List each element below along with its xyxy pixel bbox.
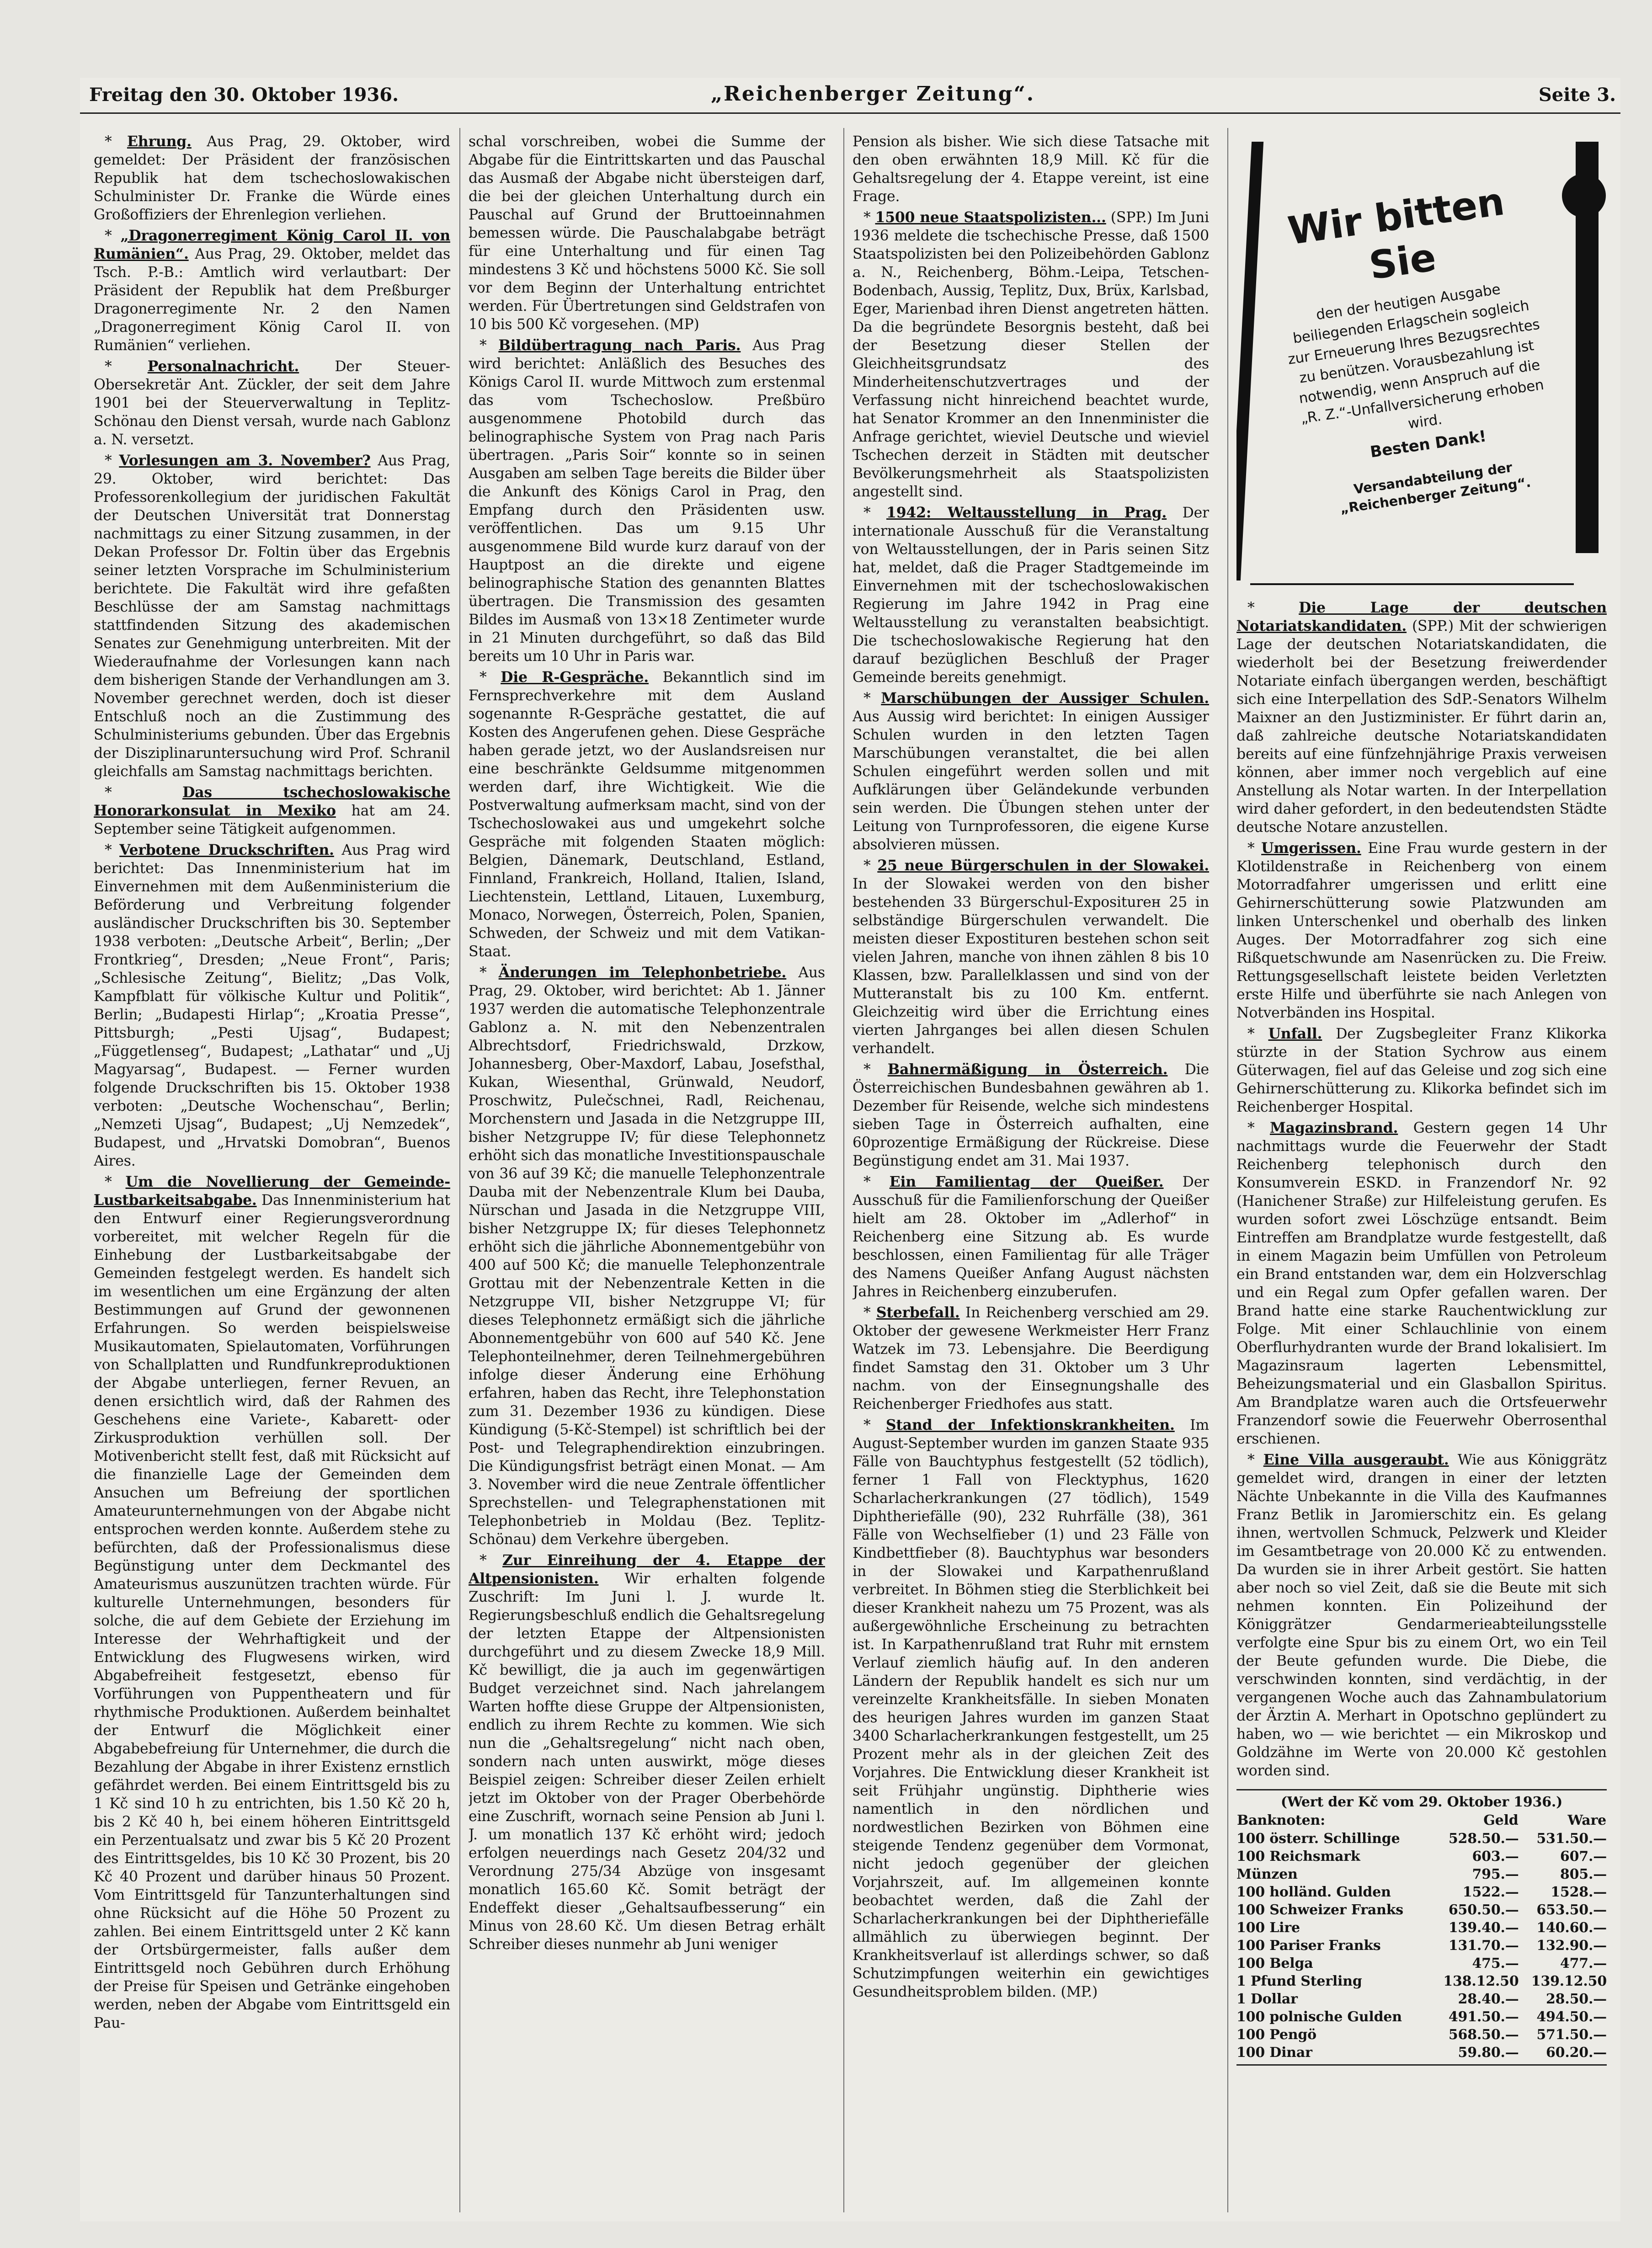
column-4-articles <box>1236 599 1607 1780</box>
article: * Bildübertragung nach Paris. Aus Prag wird berichtet: Anläßlich des Besuches des Königs Carol II. wurde Mittwoch zum erstenmal das vom Tschechoslow. Preßbüro ausgenommene Photobild durch das belinographische System von Prag nach Paris übertragen. „Paris Soir“ konnte so in seinen Ausgaben am selben Tage bereits die Bilder über die Ankunft des Königs Carol in Prag, den Empfang durch den Präsidenten usw. veröffentlichen. Das um 9.15 Uhr ausgenommene Bild wurde kurz darauf von der Hauptpost an die direkte und eigene belinographische Station des genannten Blattes übertragen. Die Transmission des gesamten Bildes im Ausmaß von 13×18 Zentimeter wurde in 21 Minuten durchgeführt, so daß das Bild bereits um 10 Uhr in Paris war. <box>469 337 825 665</box>
rate-sell: 531.50.— <box>1536 1831 1607 1847</box>
article-headline: Zur Einreihung der 4. Etappe der Altpensionisten. <box>469 1552 825 1587</box>
article-headline: 1500 neue Staatspolizisten... <box>875 209 1106 226</box>
rate-row <box>1236 1955 1607 1972</box>
ad-text-block <box>1266 176 1563 522</box>
page-header <box>80 78 1620 114</box>
rate-row <box>1236 1919 1607 1937</box>
rate-buy: 603.— <box>1472 1848 1519 1864</box>
rate-buy: 138.12.50 <box>1443 1973 1519 1989</box>
article-body: Aus Prag wird berichtet: Das Innenministerium hat im Einvernehmen mit dem Außenministerium die Beförderung und Verbreitung folgender ausländischer Druckschriften bis 30. September 1938 verboten: „Deutsche Arbeit“, Berlin; „Der Frontkrieg“, Dresden; „Neue Front“, Paris; „Schlesische Zeitung“, Bielitz; „Das Volk, Kampfblatt für völkische Kultur und Politik“, Berlin; „Budapesti Hirlap“; „Kroatia Presse“, Pittsburgh; „Pesti Ujsag“, Budapest; „Függetlenseg“, Budapest; „Lathatar“ und „Uj Magyarsag“, Budapest. — Ferner wurden folgende Druckschriften bis 15. Oktober 1938 verboten: „Deutsche Wochenschau“, Berlin; „Nemzeti Ujsag“, Budapest; „Uj Nemzedek“, Budapest, und „Hrvatski Domobran“, Buenos Aires. <box>94 842 450 1169</box>
article: * Bahnermäßigung in Österreich. Die Österreichischen Bundesbahnen gewähren ab 1. Dezember für Reisende, welche sich mindestens sieben Tage in Österreich aufhalten, eine 60prozentige Ermäßigung der Rückreise. Diese Begünstigung endet am 31. Mai 1937. <box>853 1061 1209 1169</box>
article: * 1500 neue Staatspolizisten... (SPP.) Im Juni 1936 meldete die tschechische Presse, daß 1500 Staatspolizisten bei den Polizeibehörden Gablonz a. N., Reichenberg, Böhm.-Leipa, Tetschen-Bodenbach, Aussig, Teplitz, Dux, Brüx, Karlsbad, Eger, Marienbad ihren Dienst angetreten hätten. Da die begründete Besorgnis besteht, daß bei der Besetzung dieser Stellen der Gleichheitsgrundsatz des Minderheitenschutzvertrages und der Verfassung nicht hinreichend beachtet wurde, hat Senator Krommer an den Innenminister die Anfrage gerichtet, wieviel Deutsche und wieviel Tschechen derzeit in Städten mit deutscher Bevölkerungsmehrheit als Staatspolizisten angestellt sind. <box>853 209 1209 500</box>
rate-currency: 100 Dinar <box>1236 2045 1312 2061</box>
article-body: Im August-September wurden im ganzen Staate 935 Fälle von Bauchtyphus festgestellt (52 tödlich), ferner 1 Fall von Flecktyphus, 1620 Scharlacherkrankungen (27 tödlich), 1549 Diphtheriefälle (90), 232 Ruhrfälle (38), 361 Fälle von Wechselfieber (1) und 23 Fälle von Kindbettfieber (8). Bauchtyphus war besonders in der Slowakei und Karpathenrußland verbreitet. In Böhmen stieg die Sterblichkeit bei dieser Krankheit nahezu um 75 Prozent, was als außergewöhnliche Erscheinung zu betrachten ist. In Karpathenrußland trat Ruhr mit ernstem Verlauf ziemlich häufig auf. In den anderen Ländern der Republik handelt es sich nur um vereinzelte Krankheitsfälle. In sieben Monaten des heurigen Jahres wurden im ganzen Staat 3400 Scharlacherkrankungen festgestellt, um 25 Prozent mehr als in der gleichen Zeit des Vorjahres. Die Entwicklung dieser Krankheit ist seit Frühjahr ungünstig. Diphtherie wies namentlich in den nördlichen und nordwestlichen Bezirken von Böhmen eine steigende Tendenz gegenüber dem Vormonat, nicht jedoch gegenüber der gleichen Vorjahrszeit, auf. Im allgemeinen konnte beobachtet werden, daß die Zahl der Scharlacherkrankungen bei der Diphtheriefälle allmählich zu überwiegen beginnt. Der Krankheitsverlauf ist allerdings schwer, so daß Schutzimpfungen weiterhin ein gewichtiges Gesundheitsproblem bilden. (MP.) <box>853 1417 1209 2000</box>
article: * Ein Familientag der Queißer. Der Ausschuß für die Familienforschung der Queißer hielt am 28. Oktober im „Adlerhof“ in Reichenberg eine Sitzung ab. Es wurde beschlossen, einen Familientag für alle Träger des Namens Queißer Anfang August nächsten Jahres in Reichenberg einzuberufen. <box>853 1173 1209 1300</box>
article <box>469 133 825 334</box>
newspaper-page <box>80 78 1620 2221</box>
article-body: Aus Prag, 29. Oktober, wird berichtet: Das Professorenkollegium der juridischen Fakultät der Deutschen Universität trat Donnerstag nachmittags zu einer Sitzung zusammen, in der Dekan Professor Dr. Foltin über das Ergebnis seiner letzten Vorsprache im Schulministerium berichtete. Die Fakultät wird ihre gefaßten Beschlüsse der am Samstag nachmittags stattfindenden Sitzung des akademischen Senates zur Genehmigung unterbreiten. Mit der Wiederaufnahme der Vorlesungen kann nach dem bisherigen Stande der Verhandlungen am 3. November gerechnet werden, doch ist dieser Entschluß noch an die Zustimmung des Schulministeriums gebunden. Über das Ergebnis der Disziplinaruntersuchung wird Prof. Schranil gleichfalls am Samstag nachmittags berichten. <box>94 453 450 780</box>
article-body: Der Ausschuß für die Familienforschung der Queißer hielt am 28. Oktober im „Adlerhof“ in Reichenberg eine Sitzung ab. Es wurde beschlossen, einen Familientag für alle Träger des Namens Queißer Anfang August nächsten Jahres in Reichenberg einzuberufen. <box>853 1174 1209 1300</box>
article-body: hat am 24. September seine Tätigkeit aufgenommen. <box>94 803 450 837</box>
header-date: Freitag den 30. Oktober 1936. <box>89 84 399 106</box>
article-body: (SPP.) Mit der schwierigen Lage der deutschen Notariatskandidaten, die wiederholt bei der Besetzung freiwerdender Notariate einfach übergangen werden, beschäftigt sich eine Interpellation des SdP.-Senators Wilhelm Maixner an den Justizminister. Er führt darin an, daß zahlreiche deutsche Notariatskandidaten bereits auf eine fünfzehnjährige Praxis verweisen können, aber immer noch vergeblich auf eine Anstellung als Notar warten. In der Interpellation wird daher gefordert, in den bedeutendsten Städte deutsche Notare anzustellen. <box>1236 618 1607 836</box>
article-headline: Bahnermäßigung in Österreich. <box>887 1061 1168 1078</box>
article-body: Aus Aussig wird berichtet: In einigen Aussiger Schulen wurden in den letzten Tagen Marschübungen veranstaltet, die bei allen Schulen eingeführt werden sollen und mit Aufklärungen über Geländekunde verbunden sein werden. Die Übungen stehen unter der Leitung von Turnprofessoren, die eigene Kurse absolvieren müssen. <box>853 708 1209 853</box>
rate-currency: 100 holländ. Gulden <box>1236 1884 1391 1900</box>
rate-row <box>1236 1883 1607 1901</box>
article-body: Das Innenministerium hat den Entwurf einer Regierungsverordnung vorbereitet, mit welcher Regeln für die Einhebung der Lustbarkeitsabgabe der Gemeinden festgelegt werden. Es handelt sich im wesentlichen um eine Ergänzung der alten Bestimmungen auf Grund der gewonnenen Erfahrungen. So werden beispielsweise Musikautomaten, Spielautomaten, Vorführungen von Schallplatten und Rundfunkreproduktionen der Abgabe unterliegen, ferner Revuen, an denen ersichtlich wird, daß der Rahmen des Geschehens eine Variete-, Kabarett- oder Zirkusproduktion verhüllen soll. Der Motivenbericht stellt fest, daß mit Rücksicht auf die finanzielle Lage der Gemeinden dem Ansuchen um Befreiung der sportlichen Amateurunternehmungen von der Abgabe nicht entsprochen werden konnte. Außerdem stehe zu befürchten, daß der Professionalismus diese Begünstigung unter dem Deckmantel des Amateurismus auszunützen trachten würde. Für kulturelle Unternehmungen, besonders für solche, die auf dem Gebiete der Erziehung im Interesse der Wehrhaftigkeit und der Entwicklung des Flugwesens wirken, wird Abgabefreiheit festgesetzt, ebenso für Vorführungen von Puppentheatern und für rhythmische Produktionen. Außerdem beinhaltet der Entwurf die Möglichkeit einer Abgabebefreiung für Unternehmer, die durch die Bezahlung der Abgabe in ihrer Existenz ernstlich gefährdet werden. Bei einem Eintrittsgeld bis zu 1 Kč sind 10 h zu entrichten, bis 1.50 Kč 20 h, bis 2 Kč 40 h, bei einem höheren Eintrittsgeld ein Perzentualsatz und zwar bis 5 Kč 20 Prozent des Eintrittsgeldes, bis 10 Kč 30 Prozent, bis 20 Kč 40 Prozent und darüber hinaus 50 Prozent. Vom Eintrittsgeld für Tanzunterhaltungen sind ohne Rücksicht auf die Höhe 50 Prozent zu zahlen. Bei einem Eintrittsgeld unter 2 Kč kann der Ortsbürgermeister, falls außer dem Eintrittsgeld noch Gebühren durch Erhöhung der Preise für Speisen und Getränke eingehoben werden, neben der Abgabe vom Eintrittsgeld ein Pau- <box>94 1192 450 2031</box>
rate-sell: 140.60.— <box>1536 1920 1607 1936</box>
column-divider <box>459 128 460 2212</box>
exchange-rates-bottom-rule <box>1236 2062 1607 2066</box>
article: * Änderungen im Telephonbetriebe. Aus Prag, 29. Oktober, wird berichtet: Ab 1. Jänner 1937 werden die automatische Telephonzentrale Gablonz a. N. mit den Nebenzentralen Albrechtsdorf, Friedrichswald, Drzkow, Johannesberg, Ober-Maxdorf, Labau, Josefsthal, Kukan, Wiesenthal, Grünwald, Neudorf, Proschwitz, Pulečschnei, Radl, Reichenau, Morchenstern und Jasada in die Netzgruppe III, bisher Netzgruppe IV; für diese Telephonnetz erhöht sich das monatliche Investitionspauschale von 36 auf 39 Kč; die manuelle Telephonzentrale Dauba mit der Nebenzentrale Klum bei Dauba, Nürschan und Jasada in die Netzgruppe VIII, bisher Netzgruppe IX; für dieses Telephonnetz erhöht sich die jährliche Abonnementgebühr von 400 auf 500 Kč; die manuelle Telephonzentrale Grottau mit der Nebenzentrale Ketten in die Netzgruppe VII, bisher Netzgruppe VI; für dieses Telephonnetz ermäßigt sich die jährliche Abonnementgebühr von 600 auf 540 Kč. Jene Telephonteilnehmer, deren Teilnehmergebühren infolge dieser Änderung eine Erhöhung erfahren, haben das Recht, ihre Telephonstation zum 31. Dezember 1936 zu kündigen. Diese Kündigung (5-Kč-Stempel) ist schriftlich bei der Post- und Telegraphendirektion einzubringen. Die Kündigungsfrist beträgt einen Monat. — Am 3. November wird die neue Zentrale öffentlicher Sprechstellen- und Telegraphenstationen mit Telephonbetrieb in Moldau (Bez. Teplitz-Schönau) dem Verkehre übergeben. <box>469 964 825 1548</box>
rate-sell: 132.90.— <box>1536 1938 1607 1954</box>
rate-buy: 131.70.— <box>1448 1938 1519 1954</box>
article-headline: Sterbefall. <box>876 1304 960 1321</box>
rate-sell: 477.— <box>1560 1955 1607 1971</box>
article: * Umgerissen. Eine Frau wurde gestern in der Klotildenstraße in Reichenberg von einem Motorradfahrer umgerissen und erlitt eine Gehirnerschütterung sowie Platzwunden am linken Unterschenkel und oberhalb des linken Auges. Der Motorradfahrer zog sich eine Rißquetschwunde am Nasenrücken zu. Die Freiw. Rettungsgesellschaft leistete beiden Verletzten erste Hilfe und überführte sie nach Anlegen von Notverbänden ins Hospital. <box>1236 840 1607 1021</box>
article-body: Der Steuer-Obersekretär Ant. Zückler, der seit dem Jahre 1901 bei der Steuerverwaltung in Teplitz-Schönau den Dienst versah, wurde nach Gablonz a. N. versetzt. <box>94 358 450 448</box>
article: * Ehrung. Aus Prag, 29. Oktober, wird gemeldet: Der Präsident der französischen Republik hat dem tschechoslowakischen Schulminister Dr. Franke die Würde eines Großoffiziers der Ehrenlegion verliehen. <box>94 133 450 223</box>
article-headline: Das tschechoslowakische Honorarkonsulat in Mexiko <box>94 784 450 819</box>
rate-buy: 650.50.— <box>1448 1902 1519 1918</box>
article: * Zur Einreihung der 4. Etappe der Altpensionisten. Wir erhalten folgende Zuschrift: Im Juni l. J. wurde lt. Regierungsbeschluß endlich die Gehaltsregelung der letzten Etappe der Altpensionisten durchgeführt und zu diesem Zwecke 18,9 Mill. Kč bewilligt, die ja auch im gegenwärtigen Budget verzeichnet sind. Nach jahrelangem Warten hoffte diese Gruppe der Altpensionisten, endlich zu ihrem Rechte zu kommen. Wie sich nun die „Gehaltsregelung“ nicht nach oben, sondern nach unten auswirkt, möge dieses Beispiel zeigen: Schreiber dieser Zeilen erhielt jetzt im Oktober von der Prager Oberbehörde eine Zuschrift, wornach seine Pension ab Juni l. J. um monatlich 137 Kč erhöht wird; jedoch erfolgen neuerdings nach Gesetz 204/32 und Verordnung 275/34 Abzüge von insgesamt monatlich 165.60 Kč. Somit beträgt der Endeffekt dieser „Gehaltsaufbesserung“ ein Minus von 28.60 Kč. Um diesen Betrag erhält Schreiber dieses nunmehr ab Juni weniger <box>469 1552 825 1953</box>
column-1 <box>94 133 450 2217</box>
article-headline: Umgerissen. <box>1261 840 1361 857</box>
article-headline: Verbotene Druckschriften. <box>119 842 334 858</box>
column-2 <box>469 133 825 2217</box>
article-body: Aus Prag, 29. Oktober, wird gemeldet: Der Präsident der französischen Republik hat dem tschechoslowakischen Schulminister Dr. Franke die Würde eines Großoffiziers der Ehrenlegion verliehen. <box>94 133 450 223</box>
article-headline: Die Lage der deutschen Notariatskandidaten. <box>1236 599 1607 634</box>
rate-buy: 475.— <box>1472 1955 1519 1971</box>
rate-row <box>1236 1848 1607 1865</box>
rate-row <box>1236 1901 1607 1919</box>
ad-dot-ornament <box>1562 174 1606 218</box>
article-body: In der Slowakei werden von den bisher bestehenden 33 Bürgerschul-Expositurен 25 in selbständige Bürgerschulen verwandelt. Die meisten dieser Expostituren bestehen schon seit vielen Jahren, manche von ihnen zählen 8 bis 10 Klassen, bzw. Parallelklassen und sind von der Mutteranstalt bis zu 100 Km. entfernt. Gleichzeitig wird über die Errichtung eines vierten Jahrganges bei allen diesen Schulen verhandelt. <box>853 876 1209 1057</box>
article: * 25 neue Bürgerschulen in der Slowakei. In der Slowakei werden von den bisher bestehenden 33 Bürgerschul-Expositurен 25 in selbständige Bürgerschulen verwandelt. Die meisten dieser Expostituren bestehen schon seit vielen Jahren, manche von ihnen zählen 8 bis 10 Klassen, bzw. Parallelklassen und sind von der Mutteranstalt bis zu 100 Km. entfernt. Gleichzeitig wird über die Errichtung eines vierten Jahrganges bei allen diesen Schulen verhandelt. <box>853 857 1209 1057</box>
rate-row <box>1236 2026 1607 2044</box>
article-headline: Ehrung. <box>127 133 192 150</box>
rate-currency: 100 Belga <box>1236 1955 1313 1971</box>
article: * Die Lage der deutschen Notariatskandidaten. (SPP.) Mit der schwierigen Lage der deutschen Notariatskandidaten, die wiederholt bei der Besetzung freiwerdender Notariate einfach übergangen werden, beschäftigt sich eine Interpellation des SdP.-Senators Wilhelm Maixner an den Justizminister. Er führt darin an, daß zahlreiche deutsche Notariatskandidaten bereits auf eine fünfzehnjährige Praxis verweisen können, aber immer noch vergeblich auf eine Anstellung als Notar warten. In der Interpellation wird daher gefordert, in den bedeutendsten Städte deutsche Notare anzustellen. <box>1236 599 1607 836</box>
article: * Eine Villa ausgeraubt. Wie aus Königgrätz gemeldet wird, drangen in einer der letzten Nächte Unbekannte in die Villa des Kaufmannes Franz Betlik in Jaromierschitz ein. Es gelang ihnen, wertvollen Schmuck, Pelzwerk und Kleider im Gesamtbetrage von 20.000 Kč zu entwenden. Da wurden sie in ihrer Arbeit gestört. Sie hatten aber noch so viel Zeit, daß sie die Beute mit sich nehmen konnten. Ein Polizeihund der Königgrätzer Gendarmerieabteilungsstelle verfolgte eine Spur bis zu einem Ort, wo ein Teil der Beute gefunden wurde. Die Diebe, die verschwinden konnten, sind verdächtig, in der vergangenen Woche auch das Zahnambulatorium der Ärztin A. Merhart in Opotschno geplündert zu haben, wo — wie berichtet — ein Mikroskop und Goldzähne im Werte von 20.000 Kč gestohlen worden sind. <box>1236 1451 1607 1779</box>
rates-header-buy: Geld <box>1483 1812 1519 1828</box>
column-4 <box>1236 133 1607 2217</box>
article-body: Gestern gegen 14 Uhr nachmittags wurde die Feuerwehr der Stadt Reichenberg telephonisch durch den Konsumverein ESKD. in Franzendorf Nr. 92 (Hanichener Straße) zur Hilfeleistung gerufen. Es wurden sofort zwei Löschzüge entsandt. Beim Eintreffen am Brandplatze wurde festgestellt, daß in einem Magazin beim Umfüllen von Petroleum ein Brand entstanden war, dem ein Holzverschlag und ein Regal zum Opfer gefallen waren. Der Brand hatte eine starke Rauchentwicklung zur Folge. Mit einer Schlauchlinie von einem Oberflurhydranten wurde der Brand lokalisiert. Im Magazinsraum lagerten Lebensmittel, Beheizungsmaterial und ein Glasballon Spiritus. Am Brandplatze waren auch die Ortsfeuerwehr Franzendorf sowie die Feuerwehr Oberrosenthal erschienen. <box>1236 1120 1607 1447</box>
article: * Stand der Infektionskrankheiten. Im August-September wurden im ganzen Staate 935 Fälle von Bauchtyphus festgestellt (52 tödlich), ferner 1 Fall von Flecktyphus, 1620 Scharlacherkrankungen (27 tödlich), 1549 Diphtheriefälle (90), 232 Ruhrfälle (38), 361 Fälle von Wechselfieber (1) und 23 Fälle von Kindbettfieber (8). Bauchtyphus war besonders in der Slowakei und Karpathenrußland verbreitet. In Böhmen stieg die Sterblichkeit bei dieser Krankheit nahezu um 75 Prozent, was als außergewöhnliche Erscheinung zu betrachten ist. In Karpathenrußland trat Ruhr mit ernstem Verlauf ziemlich häufig auf. In den anderen Ländern der Republik handelt es sich nur um vereinzelte Krankheitsfälle. In sieben Monaten des heurigen Jahres wurden im ganzen Staat 3400 Scharlacherkrankungen festgestellt, um 25 Prozent mehr als in der gleichen Zeit des Vorjahres. Die Entwicklung dieser Krankheit ist seit Frühjahr ungünstig. Diphtherie wies namentlich in den nördlichen und nordwestlichen Bezirken von Böhmen eine steigende Tendenz gegenüber dem Vormonat, nicht jedoch gegenüber der gleichen Vorjahrszeit, auf. Im allgemeinen konnte beobachtet werden, daß die Zahl der Scharlacherkrankungen bei der Diphtheriefälle allmählich zu überwiegen beginnt. Der Krankheitsverlauf ist allerdings schwer, so daß Schutzimpfungen weiterhin ein gewichtiges Gesundheitsproblem bilden. (MP.) <box>853 1417 1209 2000</box>
article-headline: „Dragonerregiment König Carol II. von Rumänien“. <box>94 227 450 262</box>
rate-row <box>1236 1937 1607 1955</box>
rate-row <box>1236 2008 1607 2026</box>
article-headline: Bildübertragung nach Paris. <box>498 337 741 354</box>
rates-header-currency: Banknoten: <box>1237 1812 1326 1828</box>
rate-sell: 139.12.50 <box>1531 1973 1607 1989</box>
rate-sell: 653.50.— <box>1536 1902 1607 1918</box>
article-body: Der Zugsbegleiter Franz Klikorka stürzte in der Station Sychrow aus einem Güterwagen, fiel auf das Geleise und zog sich eine Gehirnerschütterung zu. Klikorka befindet sich im Reichenberger Hospital. <box>1236 1026 1607 1115</box>
article: * 1942: Weltausstellung in Prag. Der internationale Ausschuß für die Veranstaltung von Weltausstellungen, der in Paris seinen Sitz hat, meldet, daß die Prager Stadtgemeinde im Einvernehmen mit der tschechoslowakischen Regierung im Jahre 1942 in Prag eine Weltausstellung zu veranstalten beabsichtigt. Die tschechoslowakische Regierung hat den darauf bezüglichen Beschluß der Prager Gemeinde bereits genehmigt. <box>853 504 1209 686</box>
ad-frame-bottom <box>1250 583 1574 585</box>
article-headline: Magazinsbrand. <box>1269 1119 1398 1136</box>
rate-row <box>1236 1990 1607 2008</box>
article: * Um die Novellierung der Gemeinde-Lustbarkeitsabgabe. Das Innenministerium hat den Entwurf einer Regierungsverordnung vorbereitet, mit welcher Regeln für die Einhebung der Lustbarkeitsabgabe der Gemeinden festgelegt werden. Es handelt sich im wesentlichen um eine Ergänzung der alten Bestimmungen auf Grund der gewonnenen Erfahrungen. So werden beispielsweise Musikautomaten, Spielautomaten, Vorführungen von Schallplatten und Rundfunkreproduktionen der Abgabe unterliegen, ferner Revuen, an denen ersichtlich wird, daß der Rahmen des Geschehens eine Variete-, Kabarett- oder Zirkusproduktion verhüllen soll. Der Motivenbericht stellt fest, daß mit Rücksicht auf die finanzielle Lage der Gemeinden dem Ansuchen um Befreiung der sportlichen Amateurunternehmungen von der Abgabe nicht entsprochen werden konnte. Außerdem stehe zu befürchten, daß der Professionalismus diese Begünstigung unter dem Deckmantel des Amateurismus auszunützen trachten würde. Für kulturelle Unternehmungen, besonders für solche, die auf dem Gebiete der Erziehung im Interesse der Wehrhaftigkeit und der Entwicklung des Flugwesens wirken, wird Abgabefreiheit festgesetzt, ebenso für Vorführungen von Puppentheatern und für rhythmische Produktionen. Außerdem beinhaltet der Entwurf die Möglichkeit einer Abgabebefreiung für Unternehmer, die durch die Bezahlung der Abgabe in ihrer Existenz ernstlich gefährdet werden. Bei einem Eintrittsgeld bis zu 1 Kč sind 10 h zu entrichten, bis 1.50 Kč 20 h, bis 2 Kč 40 h, bei einem höheren Eintrittsgeld ein Perzentualsatz und zwar bis 5 Kč 20 Prozent des Eintrittsgeldes, bis 10 Kč 30 Prozent, bis 20 Kč 40 Prozent und darüber hinaus 50 Prozent. Vom Eintrittsgeld für Tanzunterhaltungen sind ohne Rücksicht auf die Höhe 50 Prozent zu zahlen. Bei einem Eintrittsgeld unter 2 Kč kann der Ortsbürgermeister, falls außer dem Eintrittsgeld noch Gebühren durch Erhöhung der Preise für Speisen und Getränke eingehoben werden, neben der Abgabe vom Eintrittsgeld ein Pau- <box>94 1173 450 2031</box>
article-headline: Eine Villa ausgeraubt. <box>1263 1451 1449 1468</box>
subscription-advertisement <box>1236 142 1603 585</box>
rate-currency: 100 österr. Schillinge <box>1236 1831 1400 1847</box>
exchange-rates <box>1236 1789 1607 2066</box>
article: * Personalnachricht. Der Steuer-Obersekretär Ant. Zückler, der seit dem Jahre 1901 bei der Steuerverwaltung in Teplitz-Schönau den Dienst versah, wurde nach Gablonz a. N. versetzt. <box>94 358 450 448</box>
article-headline: Unfall. <box>1268 1025 1322 1042</box>
article-headline: Personalnachricht. <box>147 358 299 375</box>
rate-buy: 528.50.— <box>1448 1831 1519 1847</box>
rate-currency: Münzen <box>1236 1866 1298 1882</box>
article: * Die R-Gespräche. Bekanntlich sind im Fernsprechverkehre mit dem Ausland sogenannte R-Gespräche gestattet, die auf Kosten des Angerufenen gehen. Diese Gespräche haben gerade jetzt, wo der Auslandsreisen nur eine beschränkte Geldsumme mitgenommen werden darf, ihre Wichtigkeit. Wie die Postverwaltung aufmerksam macht, sind von der Tschechoslowakei aus und umgekehrt solche Gespräche mit folgenden Staaten möglich: Belgien, Dänemark, Deutschland, Estland, Finnland, Frankreich, Holland, Italien, Island, Liechtenstein, Lettland, Litauen, Luxemburg, Monaco, Norwegen, Österreich, Polen, Spanien, Schweden, der Schweiz und mit dem Vatikan-Staat. <box>469 669 825 960</box>
article-headline: Ein Familientag der Queißer. <box>889 1173 1164 1190</box>
article-headline: Vorlesungen am 3. November? <box>119 452 371 469</box>
rate-row <box>1236 1972 1607 1990</box>
article-body: Aus Prag, 29. Oktober, meldet das Tsch. P.-B.: Amtlich wird verlautbart: Der Präsident der Republik hat dem Preßburger Dragonerregimente Nr. 2 den Namen „Dragonerregiment König Carol II. von Rumänien“ verliehen. <box>94 246 450 354</box>
rate-row <box>1236 1830 1607 1848</box>
rate-currency: 100 Pariser Franks <box>1236 1938 1381 1954</box>
ad-frame-left <box>1236 142 1263 581</box>
article <box>853 133 1209 206</box>
article: * Sterbefall. In Reichenberg verschied am 29. Oktober der gewesene Werkmeister Herr Franz Watzek im 73. Lebensjahre. Die Beerdigung findet Samstag den 31. Oktober um 3 Uhr nachm. von der Einsegnungshalle des Reichenberger Friedhofes aus statt. <box>853 1304 1209 1412</box>
header-rule <box>80 112 1620 114</box>
article: * Unfall. Der Zugsbegleiter Franz Klikorka stürzte in der Station Sychrow aus einem Güterwagen, fiel auf das Geleise und zog sich eine Gehirnerschütterung zu. Klikorka befindet sich im Reichenberger Hospital. <box>1236 1025 1607 1115</box>
article-body: Pension als bisher. Wie sich diese Tatsache mit den oben erwähnten 18,9 Mill. Kč für die Gehaltsregelung der 4. Etappe vereint, ist eine Frage. <box>853 133 1209 205</box>
rate-buy: 568.50.— <box>1448 2027 1519 2043</box>
rate-buy: 795.— <box>1472 1866 1519 1882</box>
rate-sell: 494.50.— <box>1536 2009 1607 2025</box>
column-divider <box>843 128 844 2212</box>
article: * Verbotene Druckschriften. Aus Prag wird berichtet: Das Innenministerium hat im Einvernehmen mit dem Außenministerium die Beförderung und Verbreitung folgender ausländischer Druckschriften bis 30. September 1938 verboten: „Deutsche Arbeit“, Berlin; „Der Frontkrieg“, Dresden; „Neue Front“, Paris; „Schlesische Zeitung“, Bielitz; „Das Volk, Kampfblatt für völkische Kultur und Politik“, Berlin; „Budapesti Hirlap“; „Kroatia Presse“, Pittsburgh; „Pesti Ujsag“, Budapest; „Függetlenseg“, Budapest; „Lathatar“ und „Uj Magyarsag“, Budapest. — Ferner wurden folgende Druckschriften bis 15. Oktober 1938 verboten: „Deutsche Wochenschau“, Berlin; „Nemzeti Ujsag“, Budapest; „Uj Nemzedek“, Budapest, und „Hrvatski Domobran“, Buenos Aires. <box>94 842 450 1169</box>
ad-department: Versandabteilung der „Reichenberger Zeitung“. <box>1339 459 1532 517</box>
rate-currency: 100 Schweizer Franks <box>1236 1902 1403 1918</box>
article-body: In Reichenberg verschied am 29. Oktober der gewesene Werkmeister Herr Franz Watzek im 73. Lebensjahre. Die Beerdigung findet Samstag den 31. Oktober um 3 Uhr nachm. von der Einsegnungshalle des Reichenberger Friedhofes aus statt. <box>853 1305 1209 1412</box>
article-body: Bekanntlich sind im Fernsprechverkehre mit dem Ausland sogenannte R-Gespräche gestattet, die auf Kosten des Angerufenen gehen. Diese Gespräche haben gerade jetzt, wo der Auslandsreisen nur eine beschränkte Geldsumme mitgenommen werden darf, ihre Wichtigkeit. Wie die Postverwaltung aufmerksam macht, sind von der Tschechoslowakei aus und umgekehrt solche Gespräche mit folgenden Staaten möglich: Belgien, Dänemark, Deutschland, Estland, Finnland, Frankreich, Holland, Italien, Island, Liechtenstein, Lettland, Litauen, Luxemburg, Monaco, Norwegen, Österreich, Polen, Spanien, Schweden, der Schweiz und mit dem Vatikan-Staat. <box>469 669 825 960</box>
article-headline: 25 neue Bürgerschulen in der Slowakei. <box>877 857 1209 874</box>
rate-sell: 571.50.— <box>1536 2027 1607 2043</box>
article-body: Eine Frau wurde gestern in der Klotildenstraße in Reichenberg von einem Motorradfahrer umgerissen und erlitt eine Gehirnerschütterung sowie Platzwunden am linken Unterschenkel und oberhalb des linken Auges. Der Motorradfahrer zog sich eine Rißquetschwunde am Nasenrücken zu. Die Freiw. Rettungsgesellschaft leistete beiden Verletzten erste Hilfe und überführte sie nach Anlegen von Notverbänden ins Hospital. <box>1236 840 1607 1021</box>
rate-currency: 100 Reichsmark <box>1236 1848 1360 1864</box>
article-headline: Die R-Gespräche. <box>501 669 649 686</box>
article-body: Aus Prag, 29. Oktober, wird berichtet: Ab 1. Jänner 1937 werden die automatische Telephonzentrale Gablonz a. N. mit den Nebenzentralen Albrechtsdorf, Friedrichswald, Drzkow, Johannesberg, Ober-Maxdorf, Labau, Josefsthal, Kukan, Wiesenthal, Grünwald, Neudorf, Proschwitz, Pulečschnei, Radl, Reichenau, Morchenstern und Jasada in die Netzgruppe III, bisher Netzgruppe IV; für diese Telephonnetz erhöht sich das monatliche Investitionspauschale von 36 auf 39 Kč; die manuelle Telephonzentrale Dauba mit der Nebenzentrale Klum bei Dauba, Nürschan und Jasada in die Netzgruppe VIII, bisher Netzgruppe IX; für dieses Telephonnetz erhöht sich die jährliche Abonnementgebühr von 400 auf 500 Kč; die manuelle Telephonzentrale Grottau mit der Nebenzentrale Ketten in die Netzgruppe VII, bisher Netzgruppe VI; für dieses Telephonnetz ermäßigt sich die jährliche Abonnementgebühr von 600 auf 540 Kč. Jene Telephonteilnehmer, deren Teilnehmergebühren infolge dieser Änderung eine Erhöhung erfahren, haben das Recht, ihre Telephonstation zum 31. Dezember 1936 zu kündigen. Diese Kündigung (5-Kč-Stempel) ist schriftlich bei der Post- und Telegraphendirektion einzubringen. Die Kündigungsfrist beträgt einen Monat. — Am 3. November wird die neue Zentrale öffentlicher Sprechstellen- und Telegraphenstationen mit Telephonbetrieb in Moldau (Bez. Teplitz-Schönau) dem Verkehre übergeben. <box>469 964 825 1548</box>
rate-currency: 1 Dollar <box>1236 1991 1298 2007</box>
article-body: Die Österreichischen Bundesbahnen gewähren ab 1. Dezember für Reisende, welche sich mindestens sieben Tage in Österreich aufhalten, eine 60prozentige Ermäßigung der Rückreise. Diese Begünstigung endet am 31. Mai 1937. <box>853 1061 1209 1169</box>
rate-buy: 1522.— <box>1462 1884 1519 1900</box>
article-body: (SPP.) Im Juni 1936 meldete die tschechische Presse, daß 1500 Staatspolizisten bei den Polizeibehörden Gablonz a. N., Reichenberg, Böhm.-Leipa, Tetschen-Bodenbach, Aussig, Teplitz, Dux, Brüx, Karlsbad, Eger, Marienbad ihren Dienst angetreten hätten. Da die begründete Besorgnis besteht, daß bei der Besetzung dieser Stellen der Gleichheitsgrundsatz des Minderheitenschutzvertrages und der Verfassung nicht hinreichend beachtet wurde, hat Senator Krommer an den Innenminister die Anfrage gerichtet, wieviel Deutsche und wieviel Tschechen derzeit in Städten mit deutscher Bevölkerungsmehrheit als Staatspolizisten angestellt sind. <box>853 209 1209 500</box>
rate-buy: 59.80.— <box>1458 2045 1519 2061</box>
article: * „Dragonerregiment König Carol II. von Rumänien“. Aus Prag, 29. Oktober, meldet das Tsch. P.-B.: Amtlich wird verlautbart: Der Präsident der Republik hat dem Preßburger Dragonerregimente Nr. 2 den Namen „Dragonerregiment König Carol II. von Rumänien“ verliehen. <box>94 227 450 354</box>
rates-header-sell: Ware <box>1567 1812 1606 1828</box>
header-page-number: Seite 3. <box>1538 84 1616 106</box>
article: * Magazinsbrand. Gestern gegen 14 Uhr nachmittags wurde die Feuerwehr der Stadt Reichenberg telephonisch durch den Konsumverein ESKD. in Franzendorf Nr. 92 (Hanichener Straße) zur Hilfeleistung gerufen. Es wurden sofort zwei Löschzüge entsandt. Beim Eintreffen am Brandplatze wurde festgestellt, daß in einem Magazin beim Umfüllen von Petroleum ein Brand entstanden war, dem ein Holzverschlag und ein Regal zum Opfer gefallen waren. Der Brand hatte eine starke Rauchentwicklung zur Folge. Mit einer Schlauchlinie von einem Oberflurhydranten wurde der Brand lokalisiert. Im Magazinsraum lagerten Lebensmittel, Beheizungsmaterial und ein Glasballon Spiritus. Am Brandplatze waren auch die Ortsfeuerwehr Franzendorf sowie die Feuerwehr Oberrosenthal erschienen. <box>1236 1119 1607 1447</box>
rate-currency: 100 Pengö <box>1236 2027 1316 2043</box>
article-headline: Marschübungen der Aussiger Schulen. <box>881 690 1209 707</box>
rate-buy: 491.50.— <box>1448 2009 1519 2025</box>
ad-title: Wir bitten Sie <box>1285 179 1507 288</box>
header-masthead: „Reichenberger Zeitung“. <box>711 82 1035 106</box>
column-divider <box>1227 128 1228 2212</box>
article-body: Der internationale Ausschuß für die Veranstaltung von Weltausstellungen, der in Paris seinen Sitz hat, meldet, daß die Prager Stadtgemeinde im Einvernehmen mit der tschechoslowakischen Regierung im Jahre 1942 in Prag eine Weltausstellung zu veranstalten beabsichtigt. Die tschechoslowakische Regierung hat den darauf bezüglichen Beschluß der Prager Gemeinde bereits genehmigt. <box>853 505 1209 686</box>
rate-sell: 28.50.— <box>1546 1991 1607 2007</box>
column-3 <box>853 133 1209 2217</box>
rate-sell: 607.— <box>1560 1848 1607 1864</box>
rate-buy: 28.40.— <box>1458 1991 1519 2007</box>
article-body: Aus Prag wird berichtet: Anläßlich des Besuches des Königs Carol II. wurde Mittwoch zum erstenmal das vom Tschechoslow. Preßbüro ausgenommene Photobild durch das belinographische System von Prag nach Paris übertragen. „Paris Soir“ konnte so in seinen Ausgaben am selben Tage bereits die Bilder über die Ankunft des Königs Carol in Prag, den Empfang durch den Präsidenten usw. veröffentlichen. Das um 9.15 Uhr ausgenommene Bild wurde kurz darauf von der Hauptpost an die direkte und eigene belinographische Station des genannten Blattes übertragen. Die Transmission des gesamten Bildes im Ausmaß von 13×18 Zentimeter wurde in 21 Minuten durchgeführt, so daß das Bild bereits um 10 Uhr in Paris war. <box>469 337 825 665</box>
rate-sell: 60.20.— <box>1546 2045 1607 2061</box>
article-headline: Um die Novellierung der Gemeinde-Lustbarkeitsabgabe. <box>94 1173 450 1209</box>
rate-sell: 805.— <box>1560 1866 1607 1882</box>
article: * Marschübungen der Aussiger Schulen. Aus Aussig wird berichtet: In einigen Aussiger Schulen wurden in den letzten Tagen Marschübungen veranstaltet, die bei allen Schulen eingeführt werden sollen und mit Aufklärungen über Geländekunde verbunden sein werden. Die Übungen stehen unter der Leitung von Turnprofessoren, die eigene Kurse absolvieren müssen. <box>853 690 1209 853</box>
article-body: Wir erhalten folgende Zuschrift: Im Juni l. J. wurde lt. Regierungsbeschluß endlich die Gehaltsregelung der letzten Etappe der Altpensionisten durchgeführt und zu diesem Zwecke 18,9 Mill. Kč bewilligt, die ja auch im gegenwärtigen Budget verzeichnet sind. Nach jahrelangem Warten hoffte diese Gruppe der Altpensionisten, endlich zu ihrem Rechte zu kommen. Wie sich nun die „Gehaltsregelung“ nicht nach oben, sondern nach unten auswirkt, möge dieses Beispiel zeigen: Schreiber dieser Zeilen erhielt jetzt im Oktober von der Prager Oberbehörde eine Zuschrift, wornach seine Pension ab Juni l. J. um monatlich 137 Kč erhöht wird; jedoch erfolgen neuerdings nach Gesetz 204/32 und Verordnung 275/34 Abzüge von insgesamt monatlich 165.60 Kč. Somit beträgt der Endeffekt dieser „Gehaltsaufbesserung“ ein Minus von 28.60 Kč. Um diesen Betrag erhält Schreiber dieses nunmehr ab Juni weniger <box>469 1571 825 1953</box>
ad-thanks: Besten Dank! <box>1369 427 1487 462</box>
article-body: schal vorschreiben, wobei die Summe der Abgabe für die Eintrittskarten und das Pauschal das Ausmaß der Abgabe nicht übersteigen darf, die bei der gleichen Unterhaltung durch ein Pauschal auf Grund der Bruttoeinnahmen bemessen würde. Die Pauschalabgabe beträgt für eine Unterhaltung und für einen Tag mindestens 3 Kč und höchstens 5000 Kč. Sie soll vor dem Beginn der Unterhaltung entrichtet werden. Für Übertretungen sind Geldstrafen von 10 bis 500 Kč vorgesehen. (MP) <box>469 133 825 333</box>
article-headline: Änderungen im Telephonbetriebe. <box>498 964 787 981</box>
rate-currency: 100 polnische Gulden <box>1236 2009 1402 2025</box>
rate-sell: 1528.— <box>1551 1884 1607 1900</box>
rate-currency: 100 Lire <box>1236 1920 1300 1936</box>
rate-currency: 1 Pfund Sterling <box>1236 1973 1362 1989</box>
article-body: Wie aus Königgrätz gemeldet wird, drangen in einer der letzten Nächte Unbekannte in die Villa des Kaufmannes Franz Betlik in Jaromierschitz ein. Es gelang ihnen, wertvollen Schmuck, Pelzwerk und Kleider im Gesamtbetrage von 20.000 Kč zu entwenden. Da wurden sie in ihrer Arbeit gestört. Sie hatten aber noch so viel Zeit, daß sie die Beute mit sich nehmen konnten. Ein Polizeihund der Königgrätzer Gendarmerieabteilungsstelle verfolgte eine Spur bis zu einem Ort, wo ein Teil der Beute gefunden wurde. Die Diebe, die verschwinden konnten, sind verdächtig, in der vergangenen Woche auch das Zahnambulatorium der Ärztin A. Merhart in Opotschno geplündert zu haben, wo — wie berichtet — ein Mikroskop und Goldzähne im Werte von 20.000 Kč gestohlen worden sind. <box>1236 1452 1607 1779</box>
article-headline: Stand der Infektionskrankheiten. <box>885 1417 1175 1433</box>
article: * Vorlesungen am 3. November? Aus Prag, 29. Oktober, wird berichtet: Das Professorenkollegium der juridischen Fakultät der Deutschen Universität trat Donnerstag nachmittags zu einer Sitzung zusammen, in der Dekan Professor Dr. Foltin über das Ergebnis seiner letzten Vorsprache im Schulministerium berichtete. Die Fakultät wird ihre gefaßten Beschlüsse der am Samstag nachmittags stattfindenden Sitzung des akademischen Senates zur Genehmigung unterbreiten. Mit der Wiederaufnahme der Vorlesungen kann nach dem bisherigen Stande der Verhandlungen am 3. November gerechnet werden, doch ist dieser Entschluß noch an die Zustimmung des Schulministeriums gebunden. Über das Ergebnis der Disziplinaruntersuchung wird Prof. Schranil gleichfalls am Samstag nachmittags berichten. <box>94 452 450 780</box>
rate-row <box>1236 1865 1607 1883</box>
ad-body: den der heutigen Ausgabe beiliegenden Erlagschein sogleich zur Erneuerung Ihres Bezugsrechtes zu benützen. Vorausbezahlung ist notwendig, wenn Anspruch auf die „R. Z.“-Unfallversicherung erhoben wird. <box>1287 281 1545 432</box>
article-headline: 1942: Weltausstellung in Prag. <box>886 504 1167 521</box>
article: * Das tschechoslowakische Honorarkonsulat in Mexiko hat am 24. September seine Tätigkeit aufgenommen. <box>94 784 450 837</box>
rate-buy: 139.40.— <box>1448 1920 1519 1936</box>
exchange-rates-table <box>1236 1811 1607 2062</box>
rate-row <box>1236 2044 1607 2062</box>
exchange-rates-title: (Wert der Kč vom 29. Oktober 1936.) <box>1236 1789 1607 1811</box>
